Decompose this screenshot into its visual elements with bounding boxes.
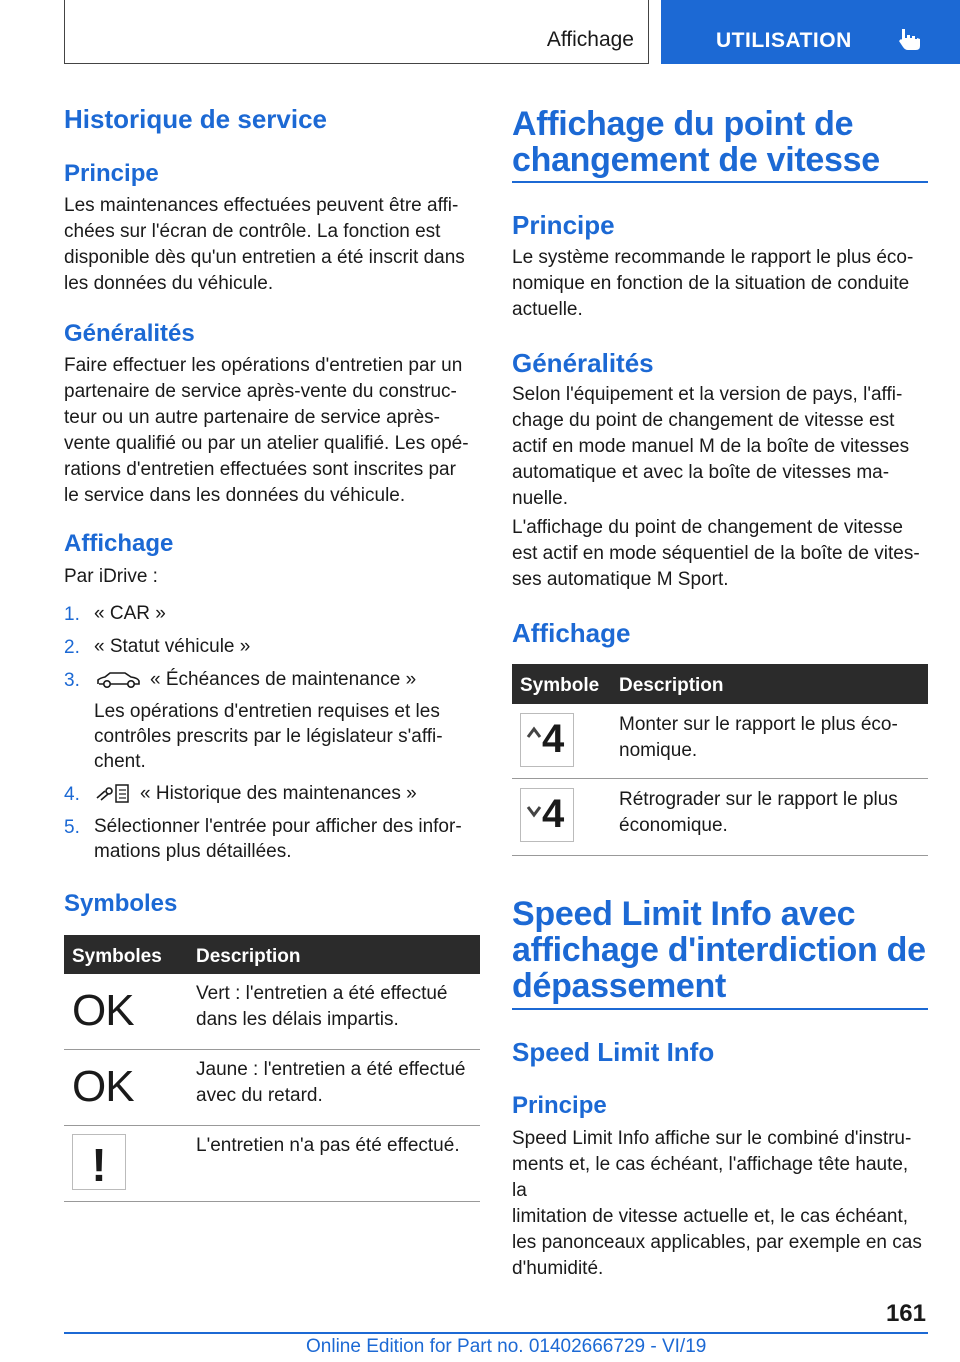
heading-line: dépassement: [512, 967, 727, 1005]
text-line: partenaire de service après-vente du construc-: [64, 381, 457, 402]
table-row: [64, 974, 480, 1050]
step-text: Les opérations d'entretien requises et les: [94, 701, 440, 722]
text-line: teur ou un autre partenaire de service après-: [64, 407, 440, 428]
principle-paragraph: [512, 245, 913, 323]
heading-display: Affichage: [64, 530, 174, 557]
text-line: actuelle.: [512, 299, 583, 320]
text-line: Jaune : l'entretien a été effectué: [196, 1059, 466, 1080]
speed-limit-paragraph: [512, 1126, 928, 1282]
page-number: 161: [885, 1300, 926, 1327]
row-description: [196, 981, 448, 1033]
text-line: d'humidité.: [512, 1258, 604, 1279]
step-text: « Historique des maintenances »: [140, 783, 417, 804]
heading-shift-point: [512, 106, 928, 178]
text-line: avec du retard.: [196, 1085, 323, 1106]
text-line: rations d'entretien effectuées sont inscrites par: [64, 459, 456, 480]
header-chapter-box: [661, 0, 960, 64]
text-line: ments et, le cas échéant, l'affichage tête haute, la: [512, 1154, 909, 1201]
text-line: dans les délais impartis.: [196, 1009, 399, 1030]
heading-line: Speed Limit Info avec: [512, 895, 856, 933]
ok-symbol: OK: [72, 986, 134, 1035]
text-line: L'entretien n'a pas été effectué.: [196, 1135, 460, 1156]
text-line: nuelle.: [512, 488, 568, 509]
text-line: les données du véhicule.: [64, 273, 274, 294]
table-row: [64, 1050, 480, 1126]
text-line: disponible dès qu'un entretien a été inscrit dans: [64, 247, 465, 268]
heading-speed-limit-info: [512, 896, 928, 1004]
table-row: [512, 704, 928, 779]
heading-principle: Principe: [512, 1092, 607, 1119]
header-chapter-label: UTILISATION: [716, 29, 852, 52]
section-rule: [512, 181, 928, 183]
header-section-label: Affichage: [546, 28, 634, 51]
text-line: Selon l'équipement et la version de pays, l'affi-: [512, 384, 903, 405]
general-paragraph: [64, 353, 469, 509]
idrive-intro: Par iDrive :: [64, 566, 158, 587]
exclamation-icon: !: [91, 1139, 107, 1191]
step-text: « Échéances de maintenance »: [150, 669, 417, 690]
maintenance-history-icon: [95, 782, 131, 806]
general-paragraph: [512, 382, 909, 512]
step-number: 2.: [64, 637, 80, 658]
text-line: automatique et avec la boîte de vitesses ma-: [512, 462, 890, 483]
text-line: économique.: [619, 815, 728, 836]
step-number: 3.: [64, 670, 80, 691]
text-line: L'affichage du point de changement de vitesse: [512, 517, 903, 538]
table-row: [64, 1126, 480, 1202]
upshift-arrow-icon: [526, 725, 542, 739]
warning-symbol-box: [72, 1134, 126, 1190]
heading-speed-limit-info-sub: Speed Limit Info: [512, 1037, 715, 1067]
footer-edition: Online Edition for Part no. 01402666729 - VI/19: [306, 1336, 707, 1357]
upshift-symbol-box: [520, 713, 574, 767]
heading-display: Affichage: [512, 618, 631, 648]
text-line: Vert : l'entretien a été effectué: [196, 983, 448, 1004]
column-header-description: Description: [196, 946, 301, 967]
ok-symbol: OK: [72, 1062, 134, 1111]
car-icon: [95, 670, 141, 690]
row-description: [196, 1057, 465, 1109]
hand-pointer-icon: [896, 26, 922, 52]
shift-table-header: [512, 664, 928, 704]
text-line: chage du point de changement de vitesse est: [512, 410, 895, 431]
heading-principle: Principe: [64, 160, 159, 187]
heading-line: affichage d'interdiction de: [512, 931, 926, 969]
text-line: est actif en mode séquentiel de la boîte de vites-: [512, 543, 920, 564]
heading-principle: Principe: [512, 210, 615, 240]
symbols-table-header: [64, 935, 480, 974]
row-description: [619, 712, 898, 764]
text-line: nomique en fonction de la situation de conduite: [512, 273, 910, 294]
principle-paragraph: [64, 193, 465, 297]
text-line: Faire effectuer les opérations d'entretien par un: [64, 355, 463, 376]
row-description: [196, 1133, 460, 1159]
step-number: 5.: [64, 817, 80, 838]
general-paragraph-2: [512, 515, 920, 593]
heading-general: Généralités: [64, 320, 195, 347]
text-line: Rétrograder sur le rapport le plus: [619, 789, 898, 810]
heading-general: Généralités: [512, 348, 654, 378]
text-line: actif en mode manuel M de la boîte de vitesses: [512, 436, 910, 457]
column-header-symbols: Symboles: [72, 946, 162, 967]
column-header-description: Description: [619, 675, 724, 696]
text-line: Le système recommande le rapport le plus éco-: [512, 247, 914, 268]
step-text: « Statut véhicule »: [94, 636, 251, 657]
row-description: [619, 787, 898, 839]
heading-service-history: Historique de service: [64, 104, 327, 134]
footer-rule: [64, 1332, 928, 1334]
column-header-symbol: Symbole: [520, 675, 600, 696]
gear-number: 4: [542, 792, 565, 836]
text-line: Monter sur le rapport le plus éco-: [619, 714, 898, 735]
step-text: Sélectionner l'entrée pour afficher des infor-: [94, 816, 462, 837]
heading-line: changement de vitesse: [512, 141, 880, 179]
step-text: chent.: [94, 751, 146, 772]
text-line: les panonceaux applicables, par exemple en cas: [512, 1232, 922, 1253]
step-text: contrôles prescrits par le législateur s'affi-: [94, 726, 443, 747]
downshift-symbol-box: [520, 788, 574, 842]
step-text: « CAR »: [94, 603, 166, 624]
heading-symbols: Symboles: [64, 890, 178, 917]
section-rule: [512, 1008, 928, 1010]
downshift-arrow-icon: [526, 805, 542, 819]
table-row: [512, 779, 928, 856]
step-text: mations plus détaillées.: [94, 841, 292, 862]
text-line: chées sur l'écran de contrôle. La fonction est: [64, 221, 441, 242]
step-number: 1.: [64, 604, 80, 625]
text-line: ses automatique M Sport.: [512, 569, 729, 590]
header-section-box: [64, 0, 649, 64]
step-number: 4.: [64, 784, 80, 805]
text-line: le service dans les données du véhicule.: [64, 485, 406, 506]
gear-number: 4: [542, 717, 565, 761]
heading-line: Affichage du point de: [512, 105, 854, 143]
text-line: Speed Limit Info affiche sur le combiné d'instru-: [512, 1128, 912, 1149]
text-line: limitation de vitesse actuelle et, le cas échéant,: [512, 1206, 909, 1227]
text-line: Les maintenances effectuées peuvent être affi-: [64, 195, 459, 216]
text-line: vente qualifié ou par un atelier qualifié. Les opé-: [64, 433, 469, 454]
text-line: nomique.: [619, 740, 698, 761]
